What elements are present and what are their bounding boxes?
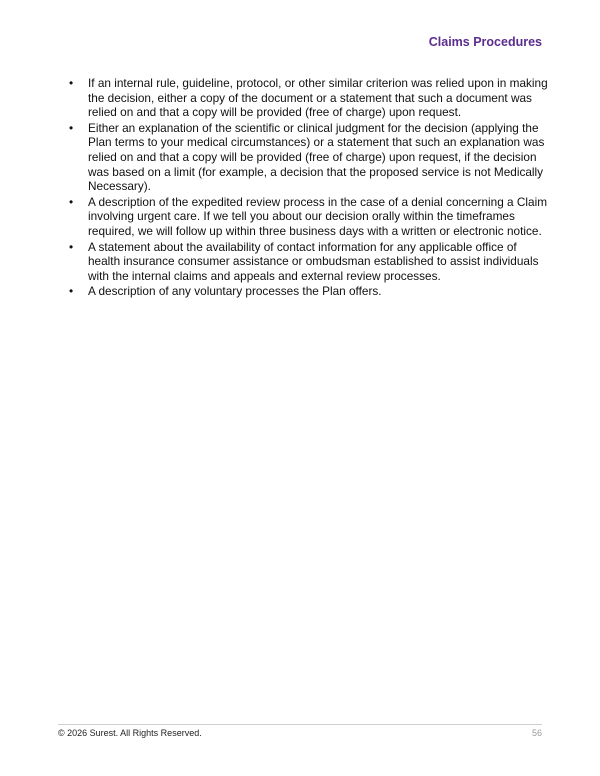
bullet-item-contact-information (62, 240, 552, 284)
footer-divider (58, 724, 542, 725)
bullet-icon: • (69, 120, 74, 135)
bullet-text: A description of any voluntary processes the Plan offers. (88, 284, 382, 299)
bullet-item-voluntary-processes (62, 284, 552, 299)
bullet-text: Either an explanation of the scientific or clinical judgment for the decision (applying the Plan terms to your medical circumstances) or a statement that such an explanation was relied on and that a copy will be provided (free of charge) upon request, if the decision was based on a limit (for example, a decision that the proposed service is not Medically Necessary). (88, 120, 545, 194)
bullet-text: If an internal rule, guideline, protocol, or other similar criterion was relied upon in making the decision, either a copy of the document or a statement that such a document was relied on and that a copy will be provided (free of charge) upon request. (88, 76, 548, 120)
bullet-icon: • (69, 194, 74, 209)
bullet-item-expedited-review (62, 195, 552, 239)
bullet-icon: • (69, 239, 74, 254)
bullet-icon: • (69, 76, 74, 90)
page-number: 56 (531, 728, 542, 738)
footer-copyright: © 2026 Surest. All Rights Reserved. (58, 728, 202, 738)
bullet-text: A description of the expedited review process in the case of a denial concerning a Claim involving urgent care. If we tell you about our decision orally within the timeframes required, we will follow up within three business days with a written or electronic notice. (88, 194, 548, 238)
section-title: Claims Procedures (428, 35, 542, 49)
bullet-item-clinical-judgment (62, 121, 552, 194)
bullet-text: A statement about the availability of contact information for any applicable office of health insurance consumer assistance or ombudsman established to assist individuals with the internal claims and appeals and external review processes. (88, 239, 539, 283)
bullet-item-internal-rule (62, 76, 552, 120)
bullet-list (62, 76, 552, 300)
bullet-icon: • (69, 284, 74, 299)
